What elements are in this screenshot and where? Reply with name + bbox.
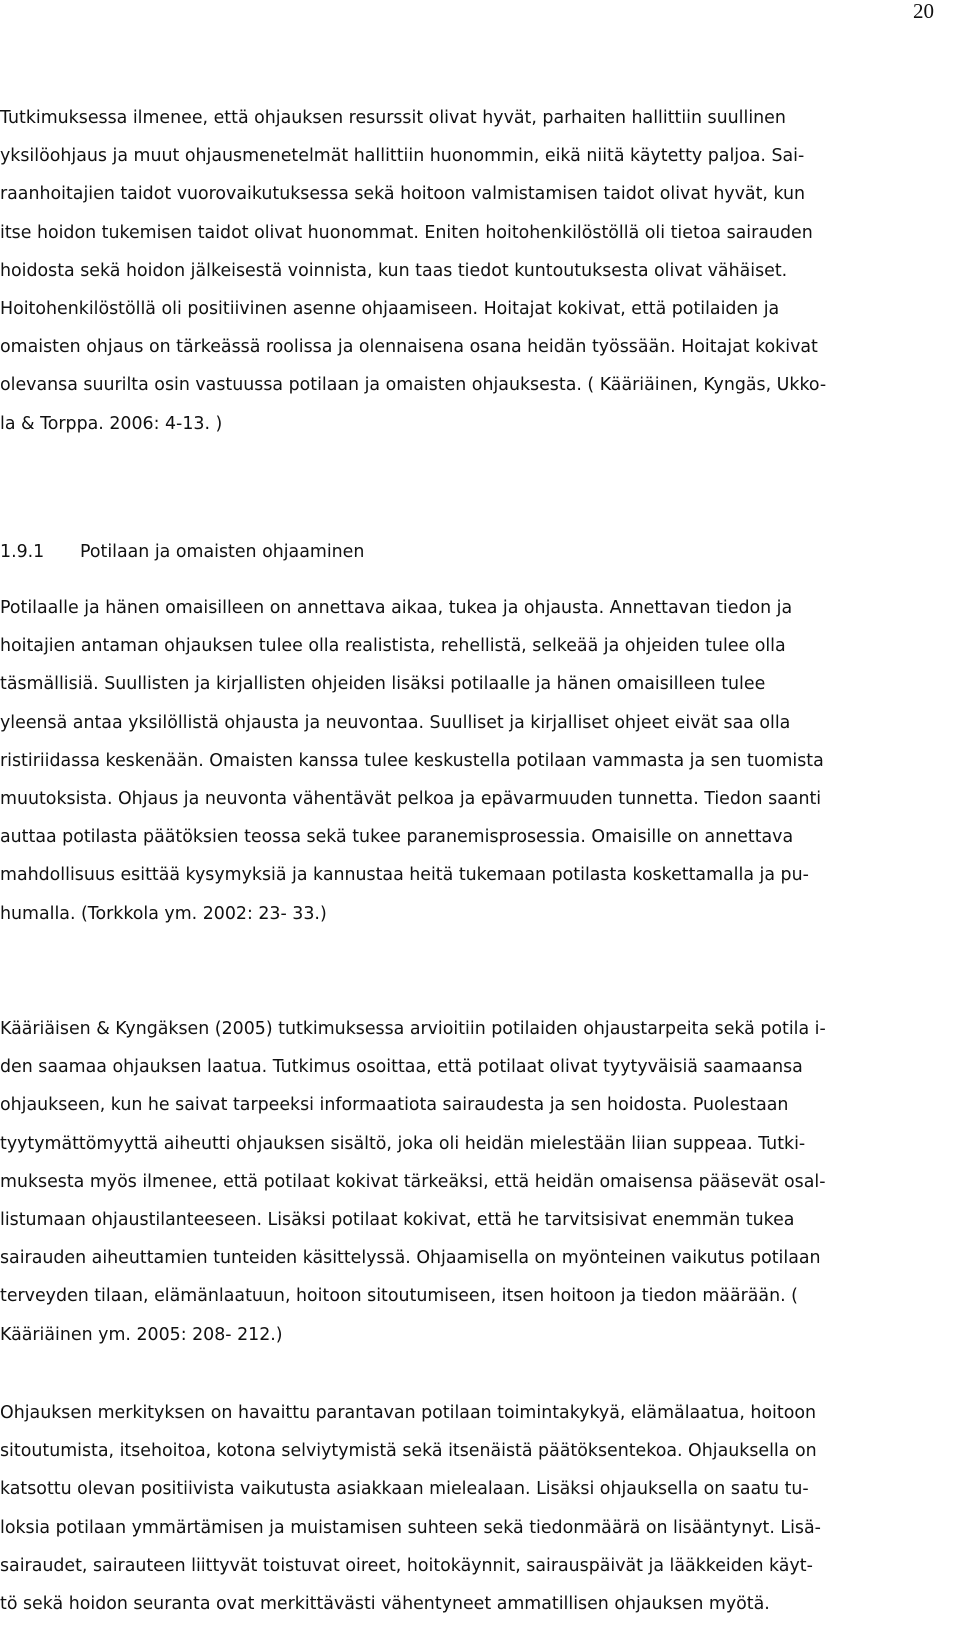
text-line: humalla. (Torkkola ym. 2002: 23- 33.) [0,903,327,924]
text-line: hoitajien antaman ohjauksen tulee olla realistista, rehellistä, selkeää ja ohjeiden tulee olla [0,636,786,657]
text-line: Kääriäisen & Kyngäksen (2005) tutkimuksessa arvioitiin potilaiden ohjaustarpeita sekä potila i- [0,1019,826,1039]
text-line: ohjaukseen, kun he saivat tarpeeksi informaatiota sairaudesta ja sen hoidosta. Puolestaan [0,1095,789,1116]
text-line: auttaa potilasta päätöksien teossa sekä tukee paranemisprosessia. Omaisille on annettava [0,827,794,848]
text-line: Ohjauksen merkityksen on havaittu parantavan potilaan toimintakykyä, elämälaatua, hoitoon [0,1403,817,1423]
text-line: mahdollisuus esittää kysymyksiä ja kannustaa heitä tukemaan potilasta koskettamalla ja pu- [0,865,809,886]
text-line: Potilaalle ja hänen omaisilleen on annettava aikaa, tukea ja ohjausta. Annettavan tiedon ja [0,598,793,618]
text-line: Hoitohenkilöstöllä oli positiivinen asenne ohjaamiseen. Hoitajat kokivat, että potilaiden ja [0,298,780,319]
text-line: muksesta myös ilmenee, että potilaat kokivat tärkeäksi, että heidän omaisensa pääsevät osal- [0,1171,826,1192]
section-title: Potilaan ja omaisten ohjaaminen [80,542,365,562]
text-line: sairauden aiheuttamien tunteiden käsittelyssä. Ohjaamisella on myönteinen vaikutus potilaan [0,1248,821,1269]
text-line: muutoksista. Ohjaus ja neuvonta vähentävät pelkoa ja epävarmuuden tunnetta. Tiedon saanti [0,788,822,809]
text-line: olevansa suurilta osin vastuussa potilaan ja omaisten ohjauksesta. ( Kääriäinen, Kyngäs, Ukko- [0,375,827,396]
text-line: yleensä antaa yksilöllistä ohjausta ja neuvontaa. Suulliset ja kirjalliset ohjeet eivät saa olla [0,712,791,733]
text-line: listumaan ohjaustilanteeseen. Lisäksi potilaat kokivat, että he tarvitsisivat enemmän tukea [0,1209,795,1230]
paragraph-2 [0,589,942,933]
page-number: 20 [913,0,934,23]
paragraph-3 [0,1010,942,1354]
text-line: Tutkimuksessa ilmenee, että ohjauksen resurssit olivat hyvät, parhaiten hallittiin suullinen [0,108,786,128]
text-line: täsmällisiä. Suullisten ja kirjallisten ohjeiden lisäksi potilaalle ja hänen omaisilleen tulee [0,674,766,695]
text-line: itse hoidon tukemisen taidot olivat huonommat. Eniten hoitohenkilöstöllä oli tietoa sairauden [0,222,813,243]
section-heading [0,537,364,567]
text-line: sitoutumista, itsehoitoa, kotona selviytymistä sekä itsenäistä päätöksentekoa. Ohjauksella on [0,1441,817,1462]
text-line: la & Torppa. 2006: 4-13. ) [0,413,223,434]
paragraph-4 [0,1394,942,1623]
text-line: Kääriäinen ym. 2005: 208- 212.) [0,1324,283,1345]
paragraph-1 [0,99,942,443]
text-line: omaisten ohjaus on tärkeässä roolissa ja olennaisena osana heidän työssään. Hoitajat kokivat [0,337,818,358]
text-line: tyytymättömyyttä aiheutti ohjauksen sisältö, joka oli heidän mielestään liian suppeaa. Tutki- [0,1133,806,1154]
text-line: yksilöohjaus ja muut ohjausmenetelmät hallittiin huonommin, eikä niitä käytetty paljoa. Sai- [0,146,805,167]
text-line: sairaudet, sairauteen liittyvät toistuvat oireet, hoitokäynnit, sairauspäivät ja lääkkeiden käyt- [0,1555,813,1576]
text-line: loksia potilaan ymmärtämisen ja muistamisen suhteen sekä tiedonmäärä on lisääntynyt. Lisä- [0,1517,821,1538]
section-number: 1.9.1 [0,542,45,562]
text-line: tö sekä hoidon seuranta ovat merkittävästi vähentyneet ammatillisen ohjauksen myötä. [0,1593,770,1614]
text-line: katsottu olevan positiivista vaikutusta asiakkaan mielealaan. Lisäksi ohjauksella on saatu tu- [0,1479,809,1500]
text-line: den saamaa ohjauksen laatua. Tutkimus osoittaa, että potilaat olivat tyytyväisiä saamaansa [0,1057,803,1078]
text-line: ristiriidassa keskenään. Omaisten kanssa tulee keskustella potilaan vammasta ja sen tuomista [0,750,824,771]
text-line: hoidosta sekä hoidon jälkeisestä voinnista, kun taas tiedot kuntoutuksesta olivat vähäiset. [0,260,788,281]
text-line: raanhoitajien taidot vuorovaikutuksessa sekä hoitoon valmistamisen taidot olivat hyvät, kun [0,184,806,205]
text-line: terveyden tilaan, elämänlaatuun, hoitoon sitoutumiseen, itsen hoitoon ja tiedon määrään. ( [0,1286,798,1307]
